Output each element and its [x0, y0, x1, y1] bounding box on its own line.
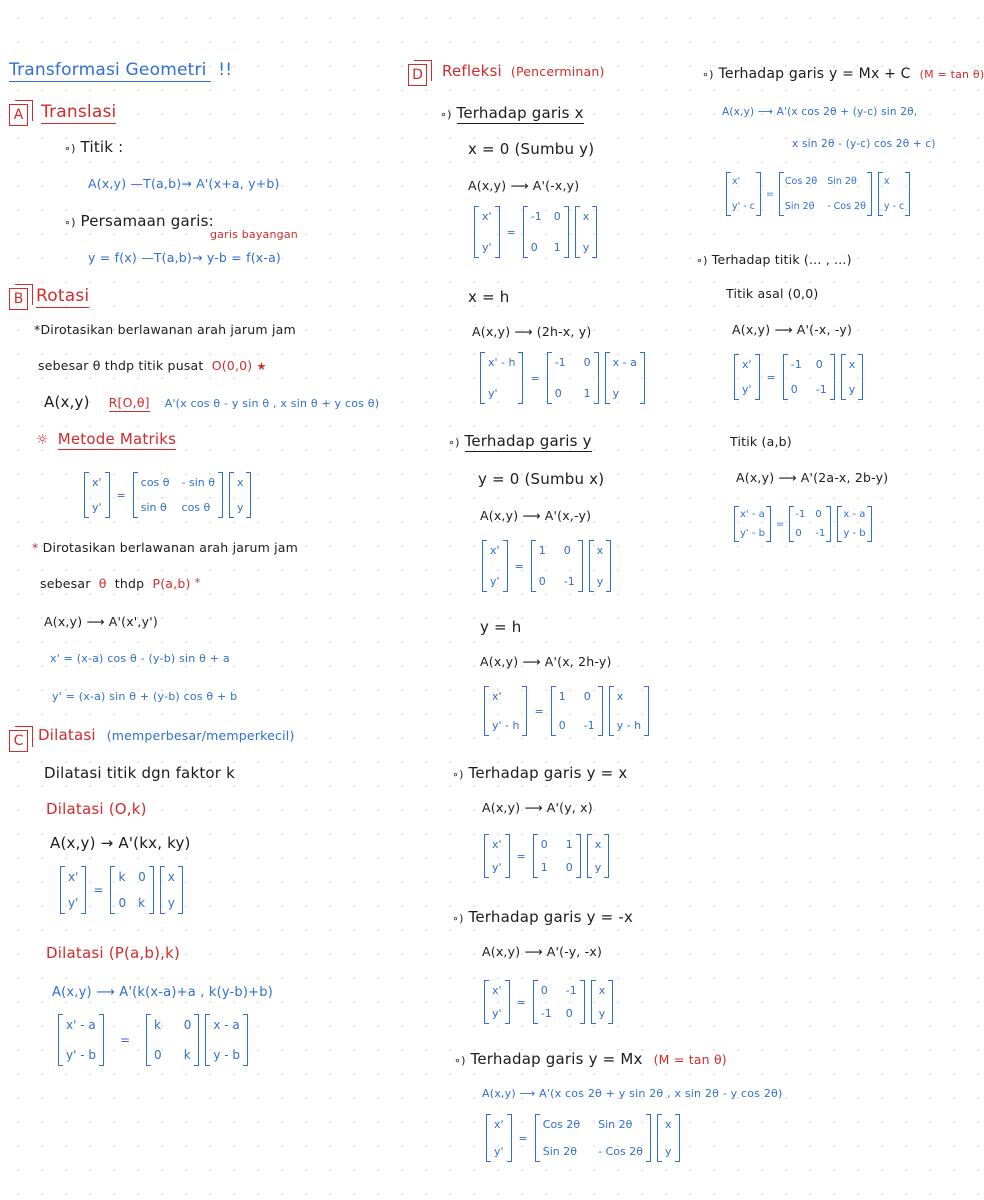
equals-sign: =: [516, 995, 526, 1009]
refleksi-yx-formula: A(x,y) ⟶ A'(y, x): [482, 800, 593, 815]
matrix-entry: 0: [183, 1018, 192, 1032]
vector-entry: x - a: [213, 1018, 240, 1032]
titik-label-text: Titik :: [80, 138, 124, 156]
xy-prime-vector: [484, 980, 510, 1024]
matrix-entry: 0: [563, 544, 571, 557]
thdp-text: thdp: [114, 576, 145, 591]
vector-entry: y': [742, 383, 752, 396]
vector-entry: y - h: [616, 719, 642, 732]
translasi-titik-formula: A(x,y) —T(a,b)→ A'(x+a, y+b): [88, 176, 280, 191]
xy-prime-vector: [474, 206, 500, 258]
xy-prime-vector: [60, 866, 86, 914]
vector-entry: y': [492, 1007, 502, 1020]
rotasi-line-2: [38, 358, 267, 373]
matrix-entry: k: [183, 1048, 191, 1062]
section-a-title: [41, 102, 116, 122]
matrix-entry: 1: [540, 861, 548, 874]
xy-vector: [589, 540, 612, 592]
matrix-entry: sin θ: [140, 501, 167, 514]
matrix-entry: cos θ: [140, 476, 170, 489]
xy-prime-vector: [486, 1114, 512, 1162]
vector-entry: x: [596, 544, 604, 557]
matrix-entry: - sin θ: [181, 476, 215, 489]
vector-entry: y: [612, 387, 620, 400]
rotation-matrix: [133, 472, 223, 518]
refleksi-x-heading-text: Terhadap garis x: [456, 104, 584, 122]
titik-ab-formula: [736, 470, 888, 485]
refleksi-ymx-heading: [452, 908, 633, 926]
matrix-entry: 0: [554, 387, 562, 400]
dilatasi-matrix-equation-2: [58, 1014, 248, 1066]
refleksi-mx-matrix-equation: [486, 1114, 680, 1162]
matrix-entry: 1: [558, 690, 566, 703]
matrix-entry: 0: [583, 690, 591, 703]
reflection-matrix: [535, 1114, 651, 1162]
refleksi-mx-heading: [454, 1050, 727, 1068]
garis-bayangan-note: garis bayangan: [210, 228, 298, 241]
bullet-icon: ∘): [64, 216, 76, 229]
refleksi-y0-formula: A(x,y) ⟶ A'(x,-y): [480, 508, 592, 523]
matrix-entry: -1: [790, 358, 802, 371]
refleksi-titik-heading-text: Terhadap titik (... , ...): [711, 252, 852, 267]
matrix-entry: 1: [565, 838, 573, 851]
reflection-matrix: [779, 172, 872, 216]
refleksi-mx-formula: [482, 1086, 782, 1100]
vector-entry: x': [68, 870, 79, 884]
rotasi-line-3: [32, 540, 298, 555]
xy-prime-vector: [84, 472, 110, 518]
rotasi-formula-1-right: A'(x cos θ - y sin θ , x sin θ + y cos θ): [164, 397, 380, 410]
vector-entry: y': [494, 1145, 504, 1158]
equals-sign: =: [534, 704, 544, 718]
refleksi-mxc-formula-2: x sin 2θ - (y-c) cos 2θ + c): [792, 138, 936, 150]
vector-entry: y: [598, 1007, 606, 1020]
rotasi-formula-1-left: A(x,y): [44, 393, 90, 411]
matrix-entry: Sin 2θ: [542, 1145, 578, 1158]
asterisk: *: [194, 576, 201, 589]
dilation-matrix: [110, 866, 153, 914]
matrix-entry: 1: [553, 241, 561, 254]
dilatasi-formula-2: [52, 982, 273, 1000]
vector-entry: y: [664, 1145, 672, 1158]
refleksi-ymx-formula: A(x,y) ⟶ A'(-y, -x): [482, 944, 603, 959]
rotasi-line-4-text: sebesar: [40, 576, 91, 591]
vector-entry: y - b: [843, 528, 866, 539]
matrix-entry: 1: [538, 544, 546, 557]
vector-entry: y - c: [883, 201, 905, 212]
reflection-matrix: [533, 834, 581, 878]
section-b-title: [36, 286, 89, 306]
matrix-entry: 0: [790, 383, 798, 396]
matrix-entry: 0: [558, 719, 566, 732]
matrix-entry: 0: [154, 1048, 162, 1062]
xy-prime-vector: [734, 354, 760, 400]
vector-entry: x': [492, 690, 502, 703]
reflection-matrix: [783, 354, 835, 400]
refleksi-yh: y = h: [480, 618, 522, 636]
matrix-entry: 0: [540, 984, 548, 997]
shifted-prime-vector: [726, 172, 761, 216]
equals-sign: =: [765, 188, 774, 200]
equals-sign: =: [506, 225, 516, 239]
bullet-icon: ∘): [440, 108, 452, 121]
equals-sign: =: [518, 1131, 528, 1145]
vector-entry: x: [883, 176, 890, 187]
section-c-subtitle: (memperbesar/memperkecil): [106, 728, 295, 743]
persamaan-garis-text: Persamaan garis:: [80, 212, 214, 230]
lightbulb-icon: ☼: [36, 432, 49, 448]
dilatasi-sub-2: Dilatasi (P(a,b),k): [46, 944, 181, 962]
titik-asal: Titik asal (0,0): [726, 286, 819, 301]
refleksi-titik-heading: [696, 252, 852, 267]
dilation-matrix: [146, 1014, 199, 1066]
xy-vector: [229, 472, 252, 518]
vector-entry: y': [492, 861, 502, 874]
equals-sign: =: [514, 559, 524, 573]
section-b-title-text: Rotasi: [36, 286, 90, 306]
matrix-entry: -1: [565, 984, 577, 997]
matrix-entry: - Cos 2θ: [827, 201, 866, 212]
vector-entry: x': [92, 476, 102, 489]
vector-entry: x': [732, 176, 741, 187]
equals-sign: =: [93, 883, 104, 897]
metode-matriks-heading: [36, 430, 176, 448]
vector-entry: y: [596, 575, 604, 588]
bullet-icon: ∘): [448, 436, 460, 449]
reflection-matrix: [789, 506, 831, 542]
vector-entry: y - b: [213, 1048, 241, 1062]
equals-sign: =: [530, 371, 540, 385]
matrix-entry: 0: [538, 575, 546, 588]
xy-vector: [841, 354, 864, 400]
matrix-entry: Sin 2θ: [784, 201, 815, 212]
titik-asal-formula-text: A(x,y) ⟶ A'(-x, -y): [732, 322, 853, 337]
matrix-entry: 0: [540, 838, 548, 851]
metode-matriks-text: Metode Matriks: [57, 430, 177, 448]
refleksi-yh-matrix-equation: [484, 686, 649, 736]
refleksi-x0-matrix-equation: [474, 206, 597, 258]
star-icon: ★: [256, 360, 267, 373]
reflection-matrix: [547, 352, 599, 404]
shifted-vector: [605, 352, 645, 404]
dilatasi-formula-1: A(x,y) → A'(kx, ky): [50, 834, 191, 852]
matrix-entry: -1: [530, 210, 542, 223]
vector-entry: y: [236, 501, 244, 514]
dilatasi-line-1: Dilatasi titik dgn faktor k: [44, 764, 236, 782]
vector-entry: y: [848, 383, 856, 396]
refleksi-mxc-heading: [702, 64, 984, 82]
rotasi-operator: R[O,θ]: [108, 395, 150, 410]
xy-vector: [575, 206, 598, 258]
vector-entry: y: [594, 861, 602, 874]
equals-sign: =: [116, 488, 126, 502]
vector-entry: x: [167, 870, 175, 884]
matrix-entry: k: [154, 1018, 161, 1032]
rotasi-point-p: P(a,b): [152, 576, 191, 591]
refleksi-xh-matrix-equation: [480, 352, 645, 404]
matrix-entry: 0: [565, 861, 573, 874]
matrix-entry: 1: [583, 387, 591, 400]
bullet-icon: ∘): [64, 142, 76, 155]
xy-prime-vector: [482, 540, 508, 592]
refleksi-yx-heading: [452, 764, 627, 782]
xy-vector: [657, 1114, 680, 1162]
refleksi-yx-matrix-equation: [484, 834, 609, 878]
vector-entry: x': [492, 984, 502, 997]
equals-sign: =: [119, 1033, 131, 1047]
section-d-letter: D: [408, 64, 427, 86]
page-title-mark: !!: [218, 60, 233, 80]
shifted-vector: [609, 686, 649, 736]
vector-entry: x: [848, 358, 856, 371]
refleksi-mxc-matrix-equation: [726, 172, 910, 216]
asterisk: *: [32, 540, 39, 555]
refleksi-y0: y = 0 (Sumbu x): [478, 470, 605, 488]
vector-entry: x: [236, 476, 244, 489]
matrix-entry: 0: [795, 528, 802, 539]
refleksi-mxc-m: (M = tan θ): [919, 68, 984, 81]
vector-entry: y' - c: [732, 201, 755, 212]
matrix-entry: 0: [815, 509, 822, 520]
section-d-subtitle: (Pencerminan): [510, 64, 605, 79]
xh-prime-vector: [480, 352, 523, 404]
dilatasi-formula-2-text: A(x,y) ⟶ A'(k(x-a)+a , k(y-b)+b): [52, 985, 273, 1000]
matrix-entry: -1: [554, 356, 566, 369]
vector-entry: x - a: [843, 509, 866, 520]
vector-entry: y: [582, 241, 590, 254]
xy-vector: [587, 834, 610, 878]
rotasi-pusat: O(0,0): [211, 358, 253, 373]
matrix-entry: cos θ: [181, 501, 211, 514]
page-title-text: Transformasi Geometri: [9, 60, 211, 82]
equals-sign: =: [775, 518, 785, 530]
matrix-entry: 0: [565, 1007, 573, 1020]
vector-entry: x: [598, 984, 606, 997]
xy-prime-vector: [484, 834, 510, 878]
titik-ab-matrix-equation: [734, 506, 872, 542]
translasi-garis-formula: y = f(x) —T(a,b)→ y-b = f(x-a): [88, 250, 282, 265]
vector-entry: x: [664, 1118, 672, 1131]
vector-entry: y: [167, 896, 175, 910]
matrix-entry: Cos 2θ: [542, 1118, 581, 1131]
vector-entry: x': [490, 544, 500, 557]
bullet-icon: ∘): [696, 254, 708, 267]
matrix-entry: Cos 2θ: [784, 176, 818, 187]
refleksi-xh-formula: A(x,y) ⟶ (2h-x, y): [472, 324, 592, 339]
reflection-matrix: [523, 206, 569, 258]
shifted-vector: [205, 1014, 248, 1066]
shifted-prime-vector: [734, 506, 771, 542]
refleksi-x0-formula: A(x,y) ⟶ A'(-x,y): [468, 178, 580, 193]
bullet-icon: ∘): [702, 68, 714, 81]
dilatasi-matrix-equation-1: [60, 866, 183, 914]
bullet-icon: ∘): [452, 768, 464, 781]
shifted-vector: [837, 506, 871, 542]
theta-symbol: θ: [98, 576, 107, 591]
section-d-title-text: Refleksi: [442, 62, 502, 80]
matrix-entry: 0: [815, 358, 823, 371]
vector-entry: x: [616, 690, 624, 703]
titik-ab: Titik (a,b): [730, 434, 792, 449]
shifted-vector: [878, 172, 910, 216]
titik-ab-formula-text: A(x,y) ⟶ A'(2a-x, 2b-y): [736, 470, 889, 485]
rotasi-formula-2: A(x,y) ⟶ A'(x',y'): [44, 614, 158, 629]
matrix-entry: -1: [815, 528, 826, 539]
shifted-prime-vector: [58, 1014, 104, 1066]
vector-entry: x' - a: [740, 509, 765, 520]
matrix-entry: 0: [118, 896, 127, 910]
equals-sign: =: [516, 849, 526, 863]
page-title: [9, 60, 232, 80]
refleksi-mxc-formula-1: [722, 100, 917, 119]
rotasi-formula-3: x' = (x-a) cos θ - (y-b) sin θ + a: [50, 652, 230, 665]
vector-entry: x - a: [612, 356, 637, 369]
titik-asal-matrix-equation: [734, 354, 863, 400]
refleksi-mx-heading-text: Terhadap garis y = Mx: [470, 1050, 643, 1068]
refleksi-yx-heading-text: Terhadap garis y = x: [468, 764, 628, 782]
vector-entry: y': [92, 501, 102, 514]
refleksi-mxc-formula-1-text: A(x,y) ⟶ A'(x cos 2θ + (y-c) sin 2θ,: [722, 106, 918, 118]
bullet-icon: ∘): [452, 912, 464, 925]
dilatasi-sub-1: Dilatasi (O,k): [46, 800, 147, 818]
refleksi-x0: x = 0 (Sumbu y): [468, 140, 595, 158]
vector-entry: x': [494, 1118, 504, 1131]
refleksi-y-heading: [448, 432, 592, 450]
matrix-entry: -1: [563, 575, 575, 588]
vector-entry: y' - b: [66, 1048, 96, 1062]
section-c-title-text: Dilatasi: [38, 726, 96, 744]
persamaan-garis-label: [64, 212, 214, 230]
vector-entry: x: [594, 838, 602, 851]
refleksi-yh-formula: A(x,y) ⟶ A'(x, 2h-y): [480, 654, 612, 669]
rotasi-formula-1: [44, 393, 379, 411]
matrix-entry: -1: [583, 719, 595, 732]
matrix-entry: -1: [795, 509, 806, 520]
matrix-entry: 0: [138, 870, 146, 884]
rotasi-formula-4: y' = (x-a) sin θ + (y-b) cos θ + b: [52, 690, 238, 703]
section-c-title: [38, 726, 295, 744]
matrix-entry: -1: [540, 1007, 552, 1020]
refleksi-xh: x = h: [468, 288, 510, 306]
section-c-letter: C: [9, 730, 28, 752]
matrix-entry: 0: [553, 210, 561, 223]
vector-entry: y' - b: [740, 528, 765, 539]
vector-entry: x': [482, 210, 492, 223]
vector-entry: x' - h: [488, 356, 516, 369]
matrix-entry: 0: [530, 241, 538, 254]
rotasi-matrix-equation: [84, 472, 251, 518]
vector-entry: x' - a: [66, 1018, 96, 1032]
section-d-title: [442, 62, 605, 80]
matrix-entry: Sin 2θ: [827, 176, 857, 187]
vector-entry: y': [490, 575, 500, 588]
vector-entry: x': [492, 838, 502, 851]
refleksi-mx-formula-text: A(x,y) ⟶ A'(x cos 2θ + y sin 2θ , x sin 2θ - y cos 2θ): [482, 1087, 783, 1100]
vector-entry: x: [582, 210, 590, 223]
yh-prime-vector: [484, 686, 527, 736]
matrix-entry: - Cos 2θ: [598, 1145, 643, 1158]
vector-entry: y': [488, 387, 498, 400]
rotasi-line-4: [40, 576, 200, 591]
section-a-title-text: Translasi: [41, 102, 117, 122]
matrix-entry: k: [138, 896, 146, 910]
reflection-matrix: [531, 540, 583, 592]
titik-asal-formula: [732, 322, 852, 337]
vector-entry: y': [68, 896, 79, 910]
refleksi-y-heading-text: Terhadap garis y: [464, 432, 592, 450]
refleksi-x-heading: [440, 104, 584, 122]
matrix-entry: -1: [815, 383, 827, 396]
reflection-matrix: [551, 686, 603, 736]
rotasi-line-3-text: Dirotasikan berlawanan arah jarum jam: [42, 540, 299, 555]
matrix-entry: 0: [583, 356, 591, 369]
refleksi-mx-m: (M = tan θ): [653, 1052, 727, 1067]
refleksi-y0-matrix-equation: [482, 540, 611, 592]
matrix-entry: Sin 2θ: [598, 1118, 633, 1131]
rotasi-line-2-text: sebesar θ thdp titik pusat: [38, 358, 204, 373]
reflection-matrix: [533, 980, 585, 1024]
section-a-letter: A: [9, 104, 28, 126]
rotasi-line-1: *Dirotasikan berlawanan arah jarum jam: [34, 322, 296, 337]
section-b-letter: B: [9, 288, 28, 310]
refleksi-ymx-matrix-equation: [484, 980, 613, 1024]
vector-entry: x': [742, 358, 752, 371]
refleksi-mxc-heading-text: Terhadap garis y = Mx + C: [718, 66, 911, 82]
titik-label: [64, 138, 123, 156]
refleksi-ymx-heading-text: Terhadap garis y = -x: [468, 908, 634, 926]
vector-entry: y': [482, 241, 492, 254]
bullet-icon: ∘): [454, 1054, 466, 1067]
equals-sign: =: [766, 370, 776, 384]
matrix-entry: k: [118, 870, 126, 884]
vector-entry: y' - h: [492, 719, 520, 732]
xy-vector: [591, 980, 614, 1024]
xy-vector: [160, 866, 183, 914]
